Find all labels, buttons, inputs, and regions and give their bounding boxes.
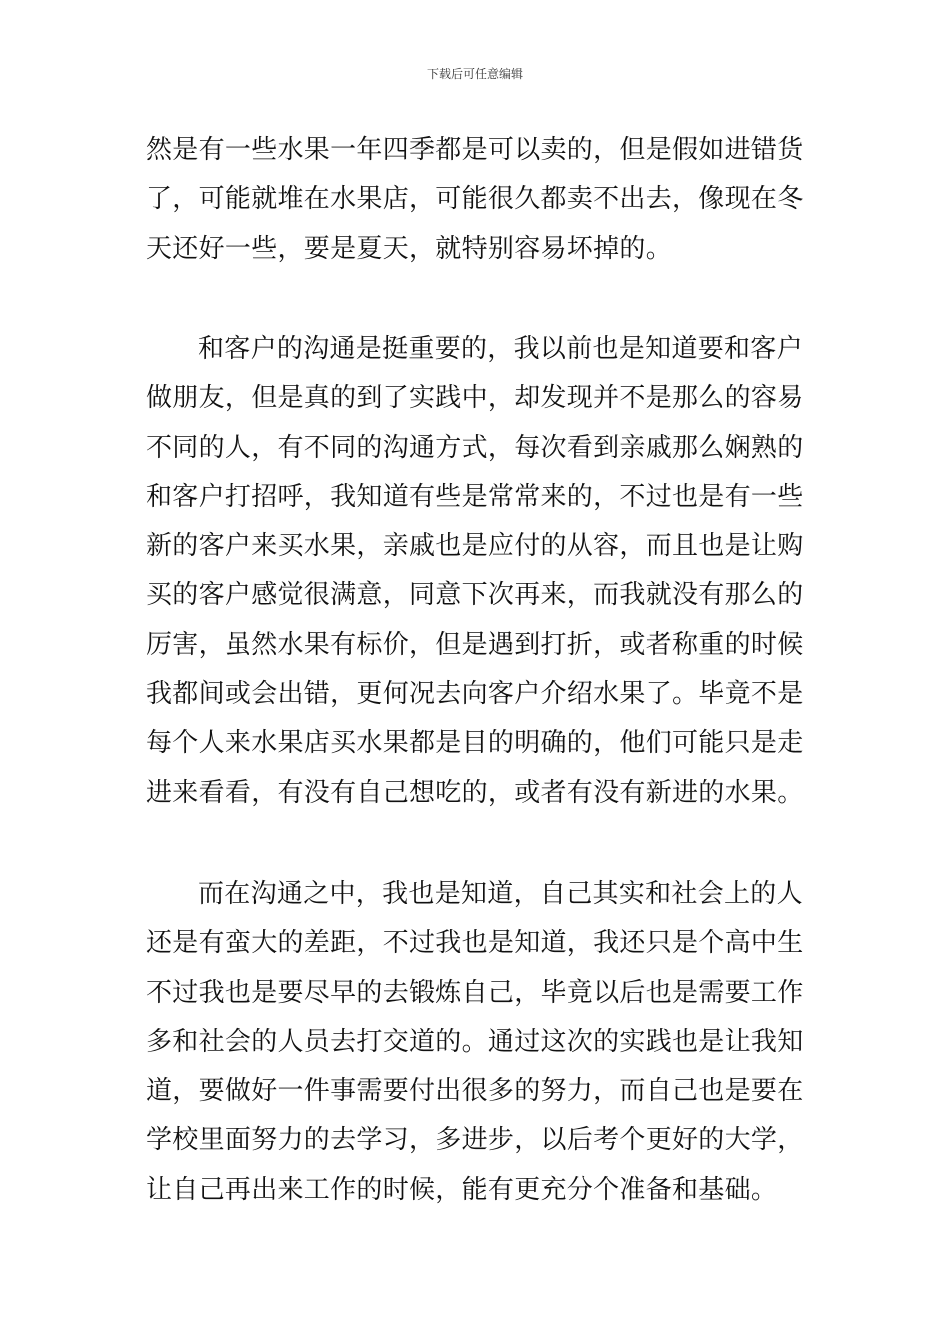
- text-line: 多和社会的人员去打交道的。通过这次的实践也是让我知: [146, 1026, 804, 1057]
- text-line: 买的客户感觉很满意，同意下次再来，而我就没有那么的: [146, 580, 804, 611]
- text-line: 和客户打招呼，我知道有些是常常来的，不过也是有一些: [146, 481, 804, 512]
- text-line: 新的客户来买水果，亲戚也是应付的从容，而且也是让购: [146, 531, 804, 562]
- text-line: 而在沟通之中，我也是知道，自己其实和社会上的人: [198, 879, 803, 909]
- text-line: 不过我也是要尽早的去锻炼自己，毕竟以后也是需要工作: [146, 977, 804, 1008]
- text-line: 和客户的沟通是挺重要的，我以前也是知道要和客户: [198, 334, 803, 364]
- text-line: 我都间或会出错，更何况去向客户介绍水果了。毕竟不是: [146, 679, 804, 710]
- text-line: 还是有蛮大的差距，不过我也是知道，我还只是个高中生: [146, 928, 804, 959]
- text-line: 天还好一些，要是夏天，就特别容易坏掉的。: [146, 233, 673, 264]
- text-line: 每个人来水果店买水果都是目的明确的，他们可能只是走: [146, 728, 804, 759]
- text-line: 了，可能就堆在水果店，可能很久都卖不出去，像现在冬: [146, 184, 804, 215]
- paragraph-3: [146, 870, 806, 1215]
- text-line: 然是有一些水果一年四季都是可以卖的，但是假如进错货: [146, 135, 804, 165]
- paragraph-1: [146, 126, 806, 274]
- text-line: 厉害，虽然水果有标价，但是遇到打折，或者称重的时候: [146, 629, 804, 660]
- text-line: 让自己再出来工作的时候，能有更充分个准备和基础。: [146, 1174, 778, 1205]
- paragraph-2: [146, 325, 806, 818]
- text-line: 学校里面努力的去学习，多进步，以后考个更好的大学，: [146, 1125, 804, 1156]
- text-line: 做朋友，但是真的到了实践中，却发现并不是那么的容易: [146, 383, 804, 414]
- text-line: 进来看看，有没有自己想吃的，或者有没有新进的水果。: [146, 777, 804, 808]
- page-header: 下载后可任意编辑: [426, 67, 523, 81]
- text-line: 道，要做好一件事需要付出很多的努力，而自己也是要在: [146, 1076, 804, 1107]
- text-line: 不同的人，有不同的沟通方式，每次看到亲戚那么娴熟的: [146, 432, 804, 463]
